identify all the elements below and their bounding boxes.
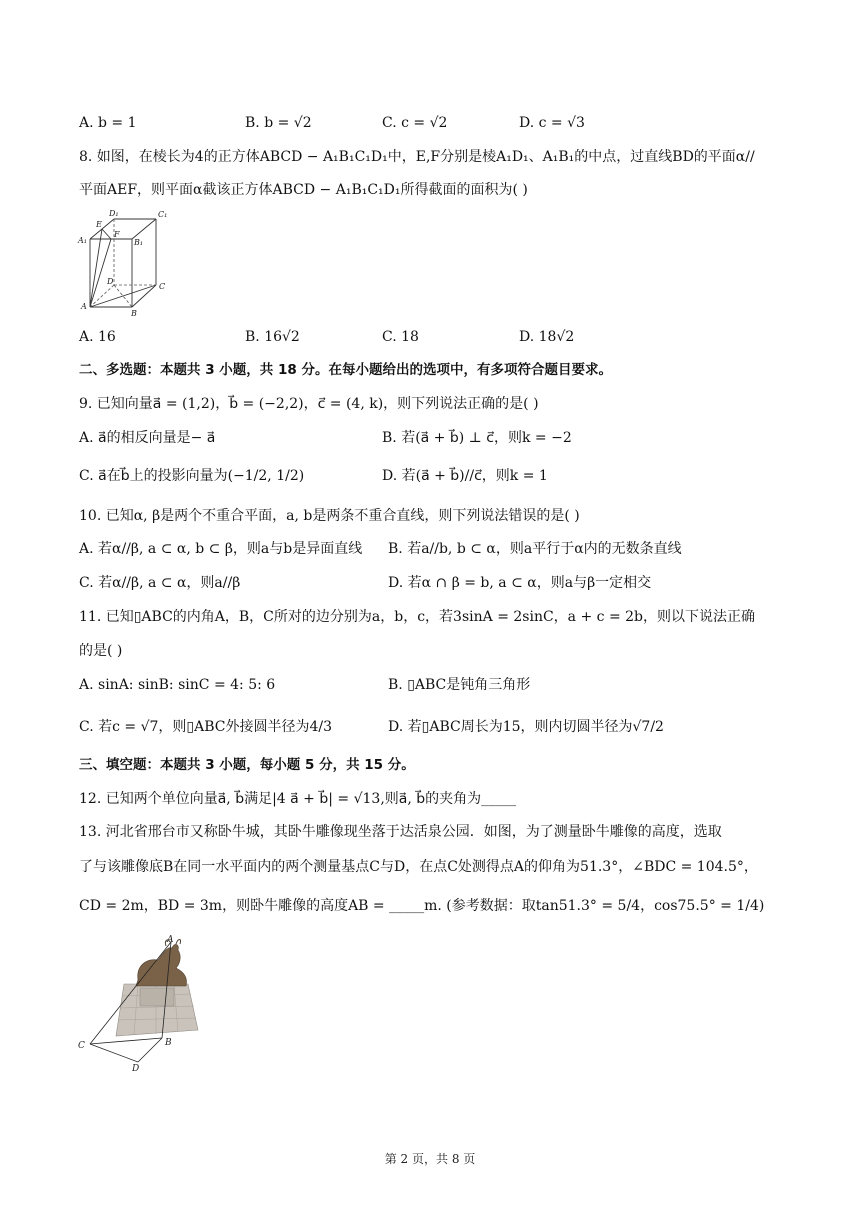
cube-label-a: A xyxy=(81,302,87,311)
q10-option-c: C. 若α//β, a ⊂ α，则a//β xyxy=(79,575,241,591)
q10-stem: 10. 已知α, β是两个不重合平面，a, b是两条不重合直线，则下列说法错误的是( ) xyxy=(79,508,580,524)
q9-option-b: B. 若(a⃗ + b⃗) ⊥ c⃗，则k = −2 xyxy=(382,430,572,446)
q10-option-b: B. 若a//b, b ⊂ α，则a平行于α内的无数条直线 xyxy=(388,541,682,557)
q8-option-c: C. 18 xyxy=(382,329,419,345)
cube-label-e: E xyxy=(96,220,102,229)
q11-option-b: B. ▯ABC是钝角三角形 xyxy=(388,677,531,693)
q10-option-a: A. 若α//β, a ⊂ α, b ⊂ β，则a与b是异面直线 xyxy=(79,541,363,557)
q8-stem-line2: 平面AEF，则平面α截该正方体ABCD − A₁B₁C₁D₁所得截面的面积为( ) xyxy=(79,182,528,198)
q9-option-c: C. a⃗在b⃗上的投影向量为(−1/2, 1/2) xyxy=(79,468,305,484)
cube-label-c1: C₁ xyxy=(158,210,168,219)
cube-label-c: C xyxy=(159,282,166,291)
cube-label-a1: A₁ xyxy=(78,236,87,245)
statue-label-c: C xyxy=(78,1041,85,1051)
q11-stem-line2: 的是( ) xyxy=(79,643,123,659)
ox-statue-figure xyxy=(76,932,216,1072)
q9-option-a: A. a⃗的相反向量是− a⃗ xyxy=(79,430,216,446)
line-db xyxy=(138,1038,162,1062)
line-cd xyxy=(90,1044,138,1062)
q11-option-a: A. sinA: sinB: sinC = 4: 5: 6 xyxy=(79,677,276,693)
cube-figure xyxy=(76,205,196,320)
q8-option-b: B. 16√2 xyxy=(245,329,300,345)
ox-silhouette xyxy=(136,940,187,987)
cube-label-d: D xyxy=(107,277,114,286)
section-2-heading: 二、多选题：本题共 3 小题，共 18 分。在每小题给出的选项中，有多项符合题目要求。 xyxy=(79,362,612,378)
q10-option-d: D. 若α ∩ β = b, a ⊂ α，则a与β一定相交 xyxy=(388,575,652,591)
statue-label-b: B xyxy=(165,1038,172,1048)
line-cb xyxy=(90,1038,162,1044)
q8-option-a: A. 16 xyxy=(79,329,116,345)
q9-option-d: D. 若(a⃗ + b⃗)//c⃗，则k = 1 xyxy=(382,468,548,484)
q13-stem-line3: CD = 2m，BD = 3m，则卧牛雕像的高度AB = _____m. (参考数据：取tan51.3° = 5/4，cos75.5° = 1/4) xyxy=(79,898,765,914)
q11-option-d: D. 若▯ABC周长为15，则内切圆半径为√7/2 xyxy=(388,719,664,735)
q11-option-c: C. 若c = √7，则▯ABC外接圆半径为4/3 xyxy=(79,719,333,735)
statue-pedestal xyxy=(116,984,198,1036)
q9-stem: 9. 已知向量a⃗ = (1,2)，b⃗ = (−2,2)，c⃗ = (4, k)，则下列说法正确的是( ) xyxy=(79,396,539,412)
q7-option-a: A. b = 1 xyxy=(79,115,137,131)
statue-label-a: A xyxy=(167,935,174,945)
q11-stem-line1: 11. 已知▯ABC的内角A，B，C所对的边分别为a，b，c，若3sinA = 2sinC，a + c = 2b，则以下说法正确 xyxy=(79,609,755,625)
q12-stem: 12. 已知两个单位向量a⃗, b⃗满足|4 a⃗ + b⃗| = √13,则a⃗, b⃗的夹角为_____ xyxy=(79,791,517,807)
q7-option-c: C. c = √2 xyxy=(382,115,448,131)
cube-label-b: B xyxy=(131,309,137,318)
cube-label-f: F xyxy=(114,230,120,239)
q13-stem-line1: 13. 河北省邢台市又称卧牛城，其卧牛雕像现坐落于达活泉公园．如图，为了测量卧牛雕像的高度，选取 xyxy=(79,824,722,840)
page-footer: 第 2 页，共 8 页 xyxy=(384,1152,476,1166)
q8-option-d: D. 18√2 xyxy=(519,329,575,345)
section-3-heading: 三、填空题：本题共 3 小题，每小题 5 分，共 15 分。 xyxy=(79,757,415,773)
statue-label-d: D xyxy=(132,1064,140,1072)
q7-option-d: D. c = √3 xyxy=(519,115,585,131)
cube-label-b1: B₁ xyxy=(134,238,144,247)
q13-stem-line2: 了与该雕像底B在同一水平面内的两个测量基点C与D，在点C处测得点A的仰角为51.3°，∠BDC = 104.5°， xyxy=(79,859,758,875)
cube-label-d1: D₁ xyxy=(109,209,119,218)
q8-stem-line1: 8. 如图，在棱长为4的正方体ABCD − A₁B₁C₁D₁中，E,F分别是棱A₁D₁、A₁B₁的中点，过直线BD的平面α// xyxy=(79,149,755,165)
q7-option-b: B. b = √2 xyxy=(245,115,312,131)
